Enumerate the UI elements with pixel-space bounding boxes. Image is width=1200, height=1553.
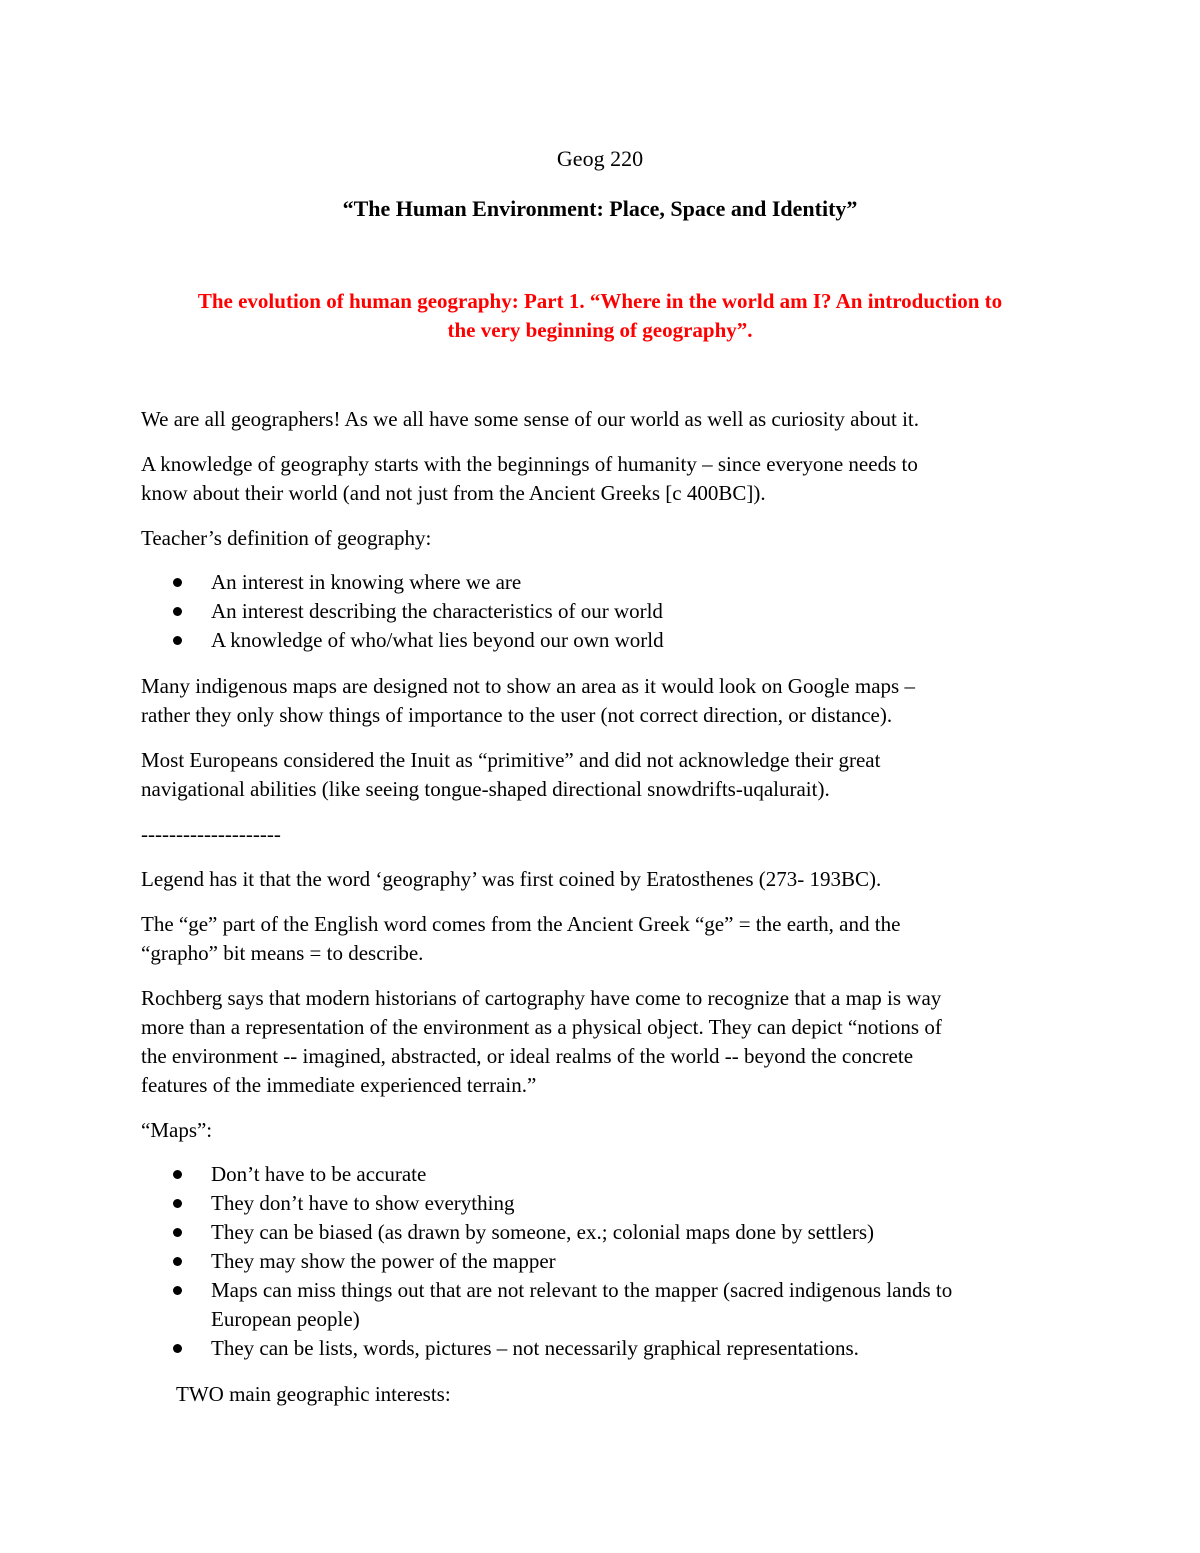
paragraph-indigenous-maps-line-2: rather they only show things of importance to the user (not correct direction, or distance). <box>141 703 893 727</box>
bullet-icon <box>173 1170 182 1179</box>
section-divider: -------------------- <box>141 822 281 846</box>
paragraph-rochberg-line-1: Rochberg says that modern historians of cartography have come to recognize that a map is way <box>141 986 942 1010</box>
bullet-icon <box>173 1257 182 1266</box>
paragraph-knowledge-line-1: A knowledge of geography starts with the beginnings of humanity – since everyone needs to <box>141 452 918 476</box>
bullet-icon <box>173 578 182 587</box>
paragraph-two-interests: TWO main geographic interests: <box>176 1382 451 1406</box>
paragraph-inuit-line-2: navigational abilities (like seeing tongue-shaped directional snowdrifts-uqalurait). <box>141 777 830 801</box>
maps-bullet-6: They can be lists, words, pictures – not necessarily graphical representations. <box>211 1336 859 1360</box>
paragraph-etymology-line-2: “grapho” bit means = to describe. <box>141 941 424 965</box>
bullet-icon <box>173 1228 182 1237</box>
paragraph-rochberg-line-3: the environment -- imagined, abstracted, or ideal realms of the world -- beyond the concrete <box>141 1044 914 1068</box>
bullet-icon <box>173 1344 182 1353</box>
section-heading-line-2: the very beginning of geography”. <box>447 318 753 342</box>
paragraph-etymology-line-1: The “ge” part of the English word comes from the Ancient Greek “ge” = the earth, and the <box>141 912 901 936</box>
maps-bullet-5-line-2: European people) <box>211 1307 360 1331</box>
paragraph-eratosthenes: Legend has it that the word ‘geography’ was first coined by Eratosthenes (273- 193BC). <box>141 867 882 891</box>
paragraph-rochberg-line-2: more than a representation of the environment as a physical object. They can depict “notions of <box>141 1015 942 1039</box>
paragraph-maps-heading: “Maps”: <box>141 1118 213 1142</box>
definition-bullet-2: An interest describing the characteristics of our world <box>211 599 663 623</box>
paragraph-geographers: We are all geographers! As we all have some sense of our world as well as curiosity about it. <box>141 407 919 431</box>
course-title: “The Human Environment: Place, Space and Identity” <box>342 196 858 221</box>
definition-bullet-1: An interest in knowing where we are <box>211 570 522 594</box>
bullet-icon <box>173 1199 182 1208</box>
bullet-icon <box>173 636 182 645</box>
paragraph-knowledge-line-2: know about their world (and not just from the Ancient Greeks [c 400BC]). <box>141 481 766 505</box>
paragraph-rochberg-line-4: features of the immediate experienced terrain.” <box>141 1073 537 1097</box>
maps-bullet-3: They can be biased (as drawn by someone, ex.; colonial maps done by settlers) <box>211 1220 875 1244</box>
section-heading-line-1: The evolution of human geography: Part 1. “Where in the world am I? An introduction to <box>197 289 1003 313</box>
paragraph-inuit-line-1: Most Europeans considered the Inuit as “primitive” and did not acknowledge their great <box>141 748 881 772</box>
bullet-icon <box>173 1286 182 1295</box>
definition-bullet-3: A knowledge of who/what lies beyond our own world <box>211 628 664 652</box>
maps-bullet-5-line-1: Maps can miss things out that are not relevant to the mapper (sacred indigenous lands to <box>211 1278 953 1302</box>
maps-bullet-4: They may show the power of the mapper <box>211 1249 556 1273</box>
maps-bullet-2: They don’t have to show everything <box>211 1191 515 1215</box>
paragraph-teacher-definition: Teacher’s definition of geography: <box>141 526 432 550</box>
paragraph-indigenous-maps-line-1: Many indigenous maps are designed not to show an area as it would look on Google maps – <box>141 674 915 698</box>
bullet-icon <box>173 607 182 616</box>
maps-bullet-1: Don’t have to be accurate <box>211 1162 427 1186</box>
course-code: Geog 220 <box>556 146 644 171</box>
